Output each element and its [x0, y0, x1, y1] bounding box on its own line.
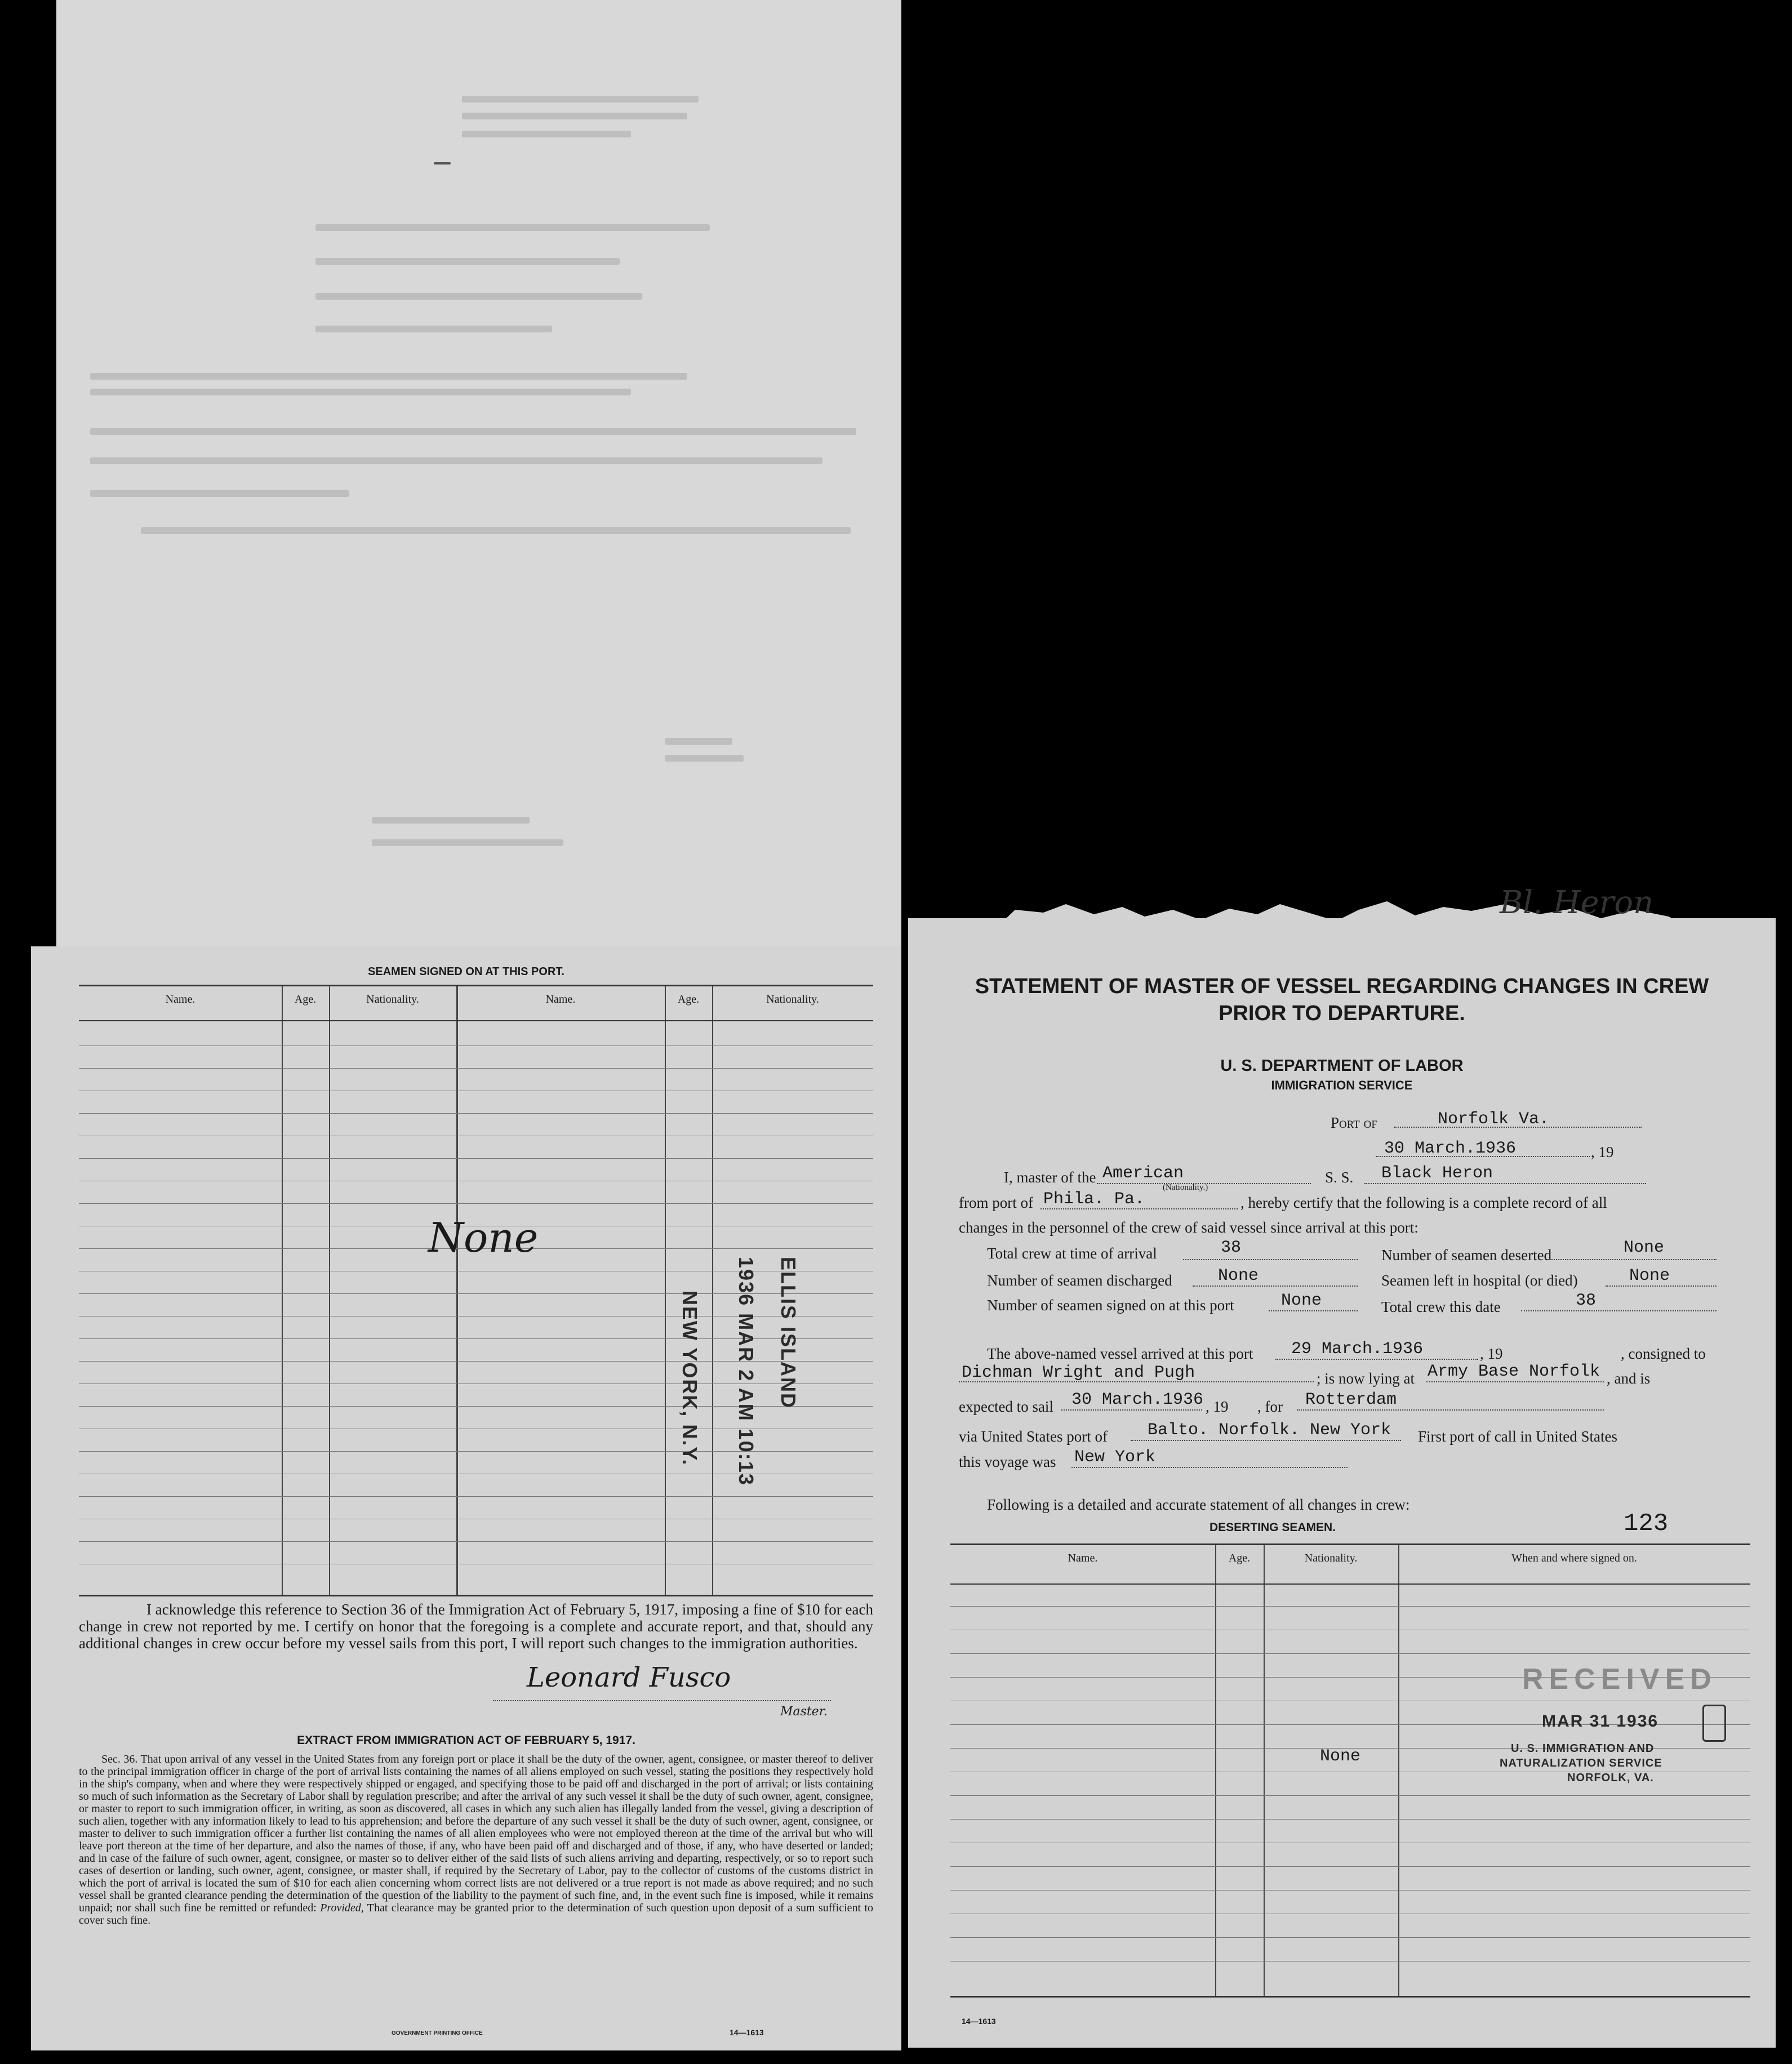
- via-label: via United States port of: [959, 1428, 1108, 1445]
- handwritten-ship-note: Bl. Heron: [1500, 884, 1654, 921]
- signed-on-value: None: [1281, 1291, 1322, 1310]
- consigned-label: , consigned to: [1621, 1345, 1706, 1362]
- arrived-label: The above-named vessel arrived at this port: [987, 1345, 1253, 1362]
- faded-text-line: [90, 428, 856, 435]
- from-port-value: Phila. Pa.: [1043, 1190, 1145, 1209]
- form-number: 14—1613: [962, 2017, 996, 2026]
- master-label: Master.: [780, 1705, 828, 1719]
- column-divider: [1215, 1545, 1216, 1996]
- first-port-label: First port of call in United States: [1418, 1428, 1617, 1445]
- faded-text-line: [141, 527, 851, 534]
- ellis-island-stamp: [670, 1257, 839, 1493]
- row-rule: [79, 1541, 873, 1542]
- row-rule: [79, 1203, 873, 1204]
- stamp-date: MAR 31 1936: [1542, 1712, 1659, 1731]
- extract-proviso: That clearance may be granted prior to the determination of such question upon deposit of a sum sufficient to cover such fine.: [79, 1902, 873, 1927]
- col-header-nationality: Nationality.: [766, 993, 819, 1006]
- col-header-name: Name.: [165, 993, 195, 1006]
- nationality-value: American: [1102, 1164, 1184, 1183]
- leader: [1061, 1409, 1202, 1411]
- certify-text: , hereby certify that the following is a complete record of all: [1240, 1194, 1607, 1211]
- stamp-line-5: NORFOLK, VA.: [1567, 1772, 1654, 1784]
- faded-text-line: [665, 738, 732, 745]
- stamp-frame: [1702, 1705, 1726, 1742]
- leader: [1131, 1440, 1401, 1441]
- signed-on-label: Number of seamen signed on at this port: [987, 1297, 1234, 1314]
- from-port-label: from port of: [959, 1194, 1033, 1211]
- via-value: Balto. Norfolk. New York: [1148, 1421, 1391, 1440]
- lying-label: ; is now lying at: [1317, 1370, 1415, 1387]
- signature-line: [493, 1700, 831, 1701]
- expected-suffix: , 19: [1206, 1398, 1229, 1415]
- form-title-line2: PRIOR TO DEPARTURE.: [1219, 1002, 1465, 1025]
- form-number: 14—1613: [730, 2028, 764, 2037]
- faded-text-line: [462, 96, 699, 103]
- stamp-line-3: U. S. IMMIGRATION AND: [1511, 1742, 1655, 1755]
- form-title-line1: STATEMENT OF MASTER OF VESSEL REGARDING CHANGES IN CREW: [975, 975, 1709, 998]
- column-divider: [282, 986, 283, 1595]
- master-of-label: I, master of the: [1004, 1169, 1096, 1186]
- faded-text-line: [90, 389, 631, 395]
- faded-text-line: [90, 373, 687, 380]
- discharged-label: Number of seamen discharged: [987, 1272, 1172, 1289]
- voyage-label: this voyage was: [959, 1453, 1056, 1470]
- ship-leader: [1364, 1183, 1646, 1184]
- discharged-value: None: [1218, 1266, 1259, 1285]
- leader: [1426, 1381, 1604, 1382]
- faded-text-line: [315, 258, 620, 265]
- row-rule: [950, 1653, 1750, 1654]
- faded-text-line: [372, 817, 530, 824]
- faded-text-line: [315, 224, 710, 231]
- port-label: Port of: [1331, 1114, 1377, 1131]
- column-divider: [665, 986, 666, 1595]
- left-sheet: [31, 946, 901, 2050]
- leader: [1269, 1310, 1358, 1311]
- signed-on-table: [79, 985, 873, 1596]
- header-rule: [79, 1020, 873, 1021]
- faded-text-line: [315, 293, 642, 300]
- column-divider: [1398, 1545, 1399, 1996]
- col-header-name: Name.: [545, 993, 576, 1006]
- row-rule: [950, 1606, 1750, 1607]
- row-rule: [950, 1819, 1750, 1820]
- faded-text-line: [90, 490, 349, 497]
- arrived-suffix: , 19: [1480, 1345, 1503, 1362]
- hospital-value: None: [1629, 1266, 1670, 1285]
- col-header-age: Age.: [294, 993, 317, 1006]
- column-divider: [329, 986, 330, 1595]
- stamp-line-2: 1936 MAR 2 AM 10:13: [735, 1257, 758, 1486]
- gpo-imprint: GOVERNMENT PRINTING OFFICE: [392, 2030, 483, 2036]
- faded-text-line: [665, 755, 744, 762]
- faded-text-line: [90, 457, 822, 464]
- for-value: Rotterdam: [1305, 1390, 1397, 1409]
- extract-proviso-label: Provided,: [320, 1902, 364, 1914]
- changes-text: changes in the personnel of the crew of said vessel since arrival at this port:: [959, 1219, 1419, 1236]
- total-date-label: Total crew this date: [1381, 1298, 1501, 1315]
- deserted-label: Number of seamen deserted: [1381, 1247, 1552, 1264]
- extract-text: Sec. 36. That upon arrival of any vessel in the United States from any foreign port or place it shall be the duty of the owner, agent, consignee, or master thereof to deliver to the principal immigration officer in charge of the port of arrival lists containing the names of all aliens employed on such vessel, stating the positions they respectively hold in the ship's company, when and where they were respectively shipped or engaged, and specifying those to be paid off and discharged in the port of arrival; or lists containing so much of such information as the Secretary of Labor shall by regulation prescribe; and after the arrival of any such vessel it shall be the duty of such owner, agent, consignee, or master to report to such immigration officer, in writing, as soon as discovered, all cases in which any such alien has illegally landed from the vessel, giving a description of such alien, together with any information likely to lead to his apprehension; and before the departure of any such vessel it shall be the duty of such owner, agent, consignee, or master to deliver to such immigration officer a further list containing the names of all alien employees who were not employed thereon at the time of the arrival but who will leave port thereon at the time of her departure, and also the names of those, if any, who have been paid off and discharged and of those, if any, who have deserted or landed; and in case of the failure of such owner, agent, consignee, or master so to deliver either of the said lists of such aliens arriving and departing, respectively, or so to report such cases of desertion or landing, such owner, agent, consignee, or master shall, if required by the Secretary of Labor, pay to the collector of customs of the customs district in which the port of arrival is located the sum of $10 for each alien concerning whom correct lists are not delivered or a true report is not made as above required; and no such vessel shall be granted clearance pending the determination of the question of the liability to the payment of such fine, and, in the event such fine is imposed, while it remains unpaid; nor shall such fine be remitted or refunded:: [79, 1753, 873, 1914]
- expected-value: 30 March.1936: [1071, 1390, 1204, 1409]
- dash-mark: [434, 162, 451, 164]
- faded-text-line: [462, 131, 631, 137]
- expected-label: expected to sail: [959, 1398, 1053, 1415]
- col-header-nationality: Nationality.: [366, 993, 419, 1006]
- col-header-nationality: Nationality.: [1304, 1552, 1358, 1564]
- department-name: U. S. DEPARTMENT OF LABOR: [1220, 1057, 1464, 1075]
- leader: [1521, 1310, 1717, 1311]
- handwritten-none: None: [428, 1214, 539, 1261]
- acknowledgment-text: I acknowledge this reference to Section 36 of the Immigration Act of February 5, 1917, imposing a fine of $10 for each change in crew not reported by me. I certify on honor that the foregoing is a complete and accurate report, and that, should any additional changes in crew occur before my vessel sails from this port, I will report such changes to the immigration authorities.: [79, 1601, 873, 1652]
- row-rule: [79, 1496, 873, 1497]
- faded-text-line: [462, 113, 687, 119]
- service-name: IMMIGRATION SERVICE: [1271, 1078, 1413, 1092]
- row-rule: [79, 1068, 873, 1069]
- leader: [1193, 1285, 1358, 1287]
- extract-body: [79, 1753, 873, 1927]
- voyage-value: New York: [1074, 1448, 1156, 1467]
- stamped-number: 123: [1624, 1510, 1669, 1538]
- ship-value: Black Heron: [1381, 1164, 1493, 1183]
- row-rule: [950, 1866, 1750, 1867]
- stamp-line-1: ELLIS ISLAND: [777, 1257, 800, 1409]
- leader: [1297, 1409, 1604, 1411]
- col-header-age: Age.: [1228, 1552, 1251, 1564]
- faded-text-line: [372, 839, 563, 846]
- leader: [1071, 1467, 1348, 1468]
- nationality-caption: (Nationality.): [1163, 1183, 1208, 1192]
- row-rule: [950, 1795, 1750, 1796]
- deserting-title: DESERTING SEAMEN.: [1210, 1521, 1336, 1534]
- column-divider: [1264, 1545, 1265, 1996]
- received-stamp: [1488, 1657, 1736, 1786]
- none-entry: None: [1320, 1747, 1361, 1766]
- port-value: Norfolk Va.: [1438, 1110, 1550, 1129]
- row-rule: [950, 1937, 1750, 1938]
- row-rule: [79, 1158, 873, 1159]
- stamp-received: RECEIVED: [1522, 1663, 1717, 1696]
- hospital-label: Seamen left in hospital (or died): [1381, 1272, 1578, 1289]
- right-sheet: [908, 884, 1776, 2048]
- leader: [1275, 1359, 1478, 1360]
- date-value: 30 March.1936: [1384, 1139, 1517, 1158]
- deserting-seamen-table: [950, 1543, 1750, 1998]
- faded-text-line: [315, 326, 552, 332]
- extract-title: EXTRACT FROM IMMIGRATION ACT OF FEBRUARY 5, 1917.: [297, 1734, 635, 1747]
- total-crew-arrival-label: Total crew at time of arrival: [987, 1245, 1157, 1262]
- following-text: Following is a detailed and accurate statement of all changes in crew:: [987, 1496, 1410, 1513]
- total-date-value: 38: [1576, 1291, 1597, 1310]
- and-is-text: , and is: [1607, 1370, 1651, 1387]
- col-header-age: Age.: [677, 993, 700, 1006]
- arrived-value: 29 March.1936: [1291, 1340, 1424, 1359]
- total-crew-arrival-value: 38: [1221, 1238, 1242, 1257]
- for-label: , for: [1257, 1398, 1283, 1415]
- stamp-line-3: NEW YORK, N.Y.: [678, 1291, 701, 1466]
- consignee-value: Dichman Wright and Pugh: [962, 1363, 1195, 1382]
- leader: [1606, 1285, 1717, 1287]
- col-header-name: Name.: [1068, 1552, 1098, 1564]
- header-rule: [950, 1583, 1750, 1585]
- col-header-signed-on: When and where signed on.: [1511, 1552, 1637, 1564]
- table-title: SEAMEN SIGNED ON AT THIS PORT.: [368, 966, 564, 978]
- faded-upper-sheet: [56, 0, 901, 946]
- date-suffix: , 19: [1591, 1144, 1614, 1160]
- ss-label: S. S.: [1325, 1169, 1354, 1186]
- row-rule: [79, 1113, 873, 1114]
- leader: [1548, 1259, 1717, 1260]
- deserted-value: None: [1624, 1238, 1665, 1257]
- stamp-line-4: NATURALIZATION SERVICE: [1500, 1757, 1662, 1769]
- master-signature: Leonard Fusco: [527, 1662, 731, 1693]
- column-divider: [456, 986, 458, 1595]
- leader: [1183, 1259, 1358, 1260]
- lying-value: Army Base Norfolk: [1428, 1362, 1600, 1381]
